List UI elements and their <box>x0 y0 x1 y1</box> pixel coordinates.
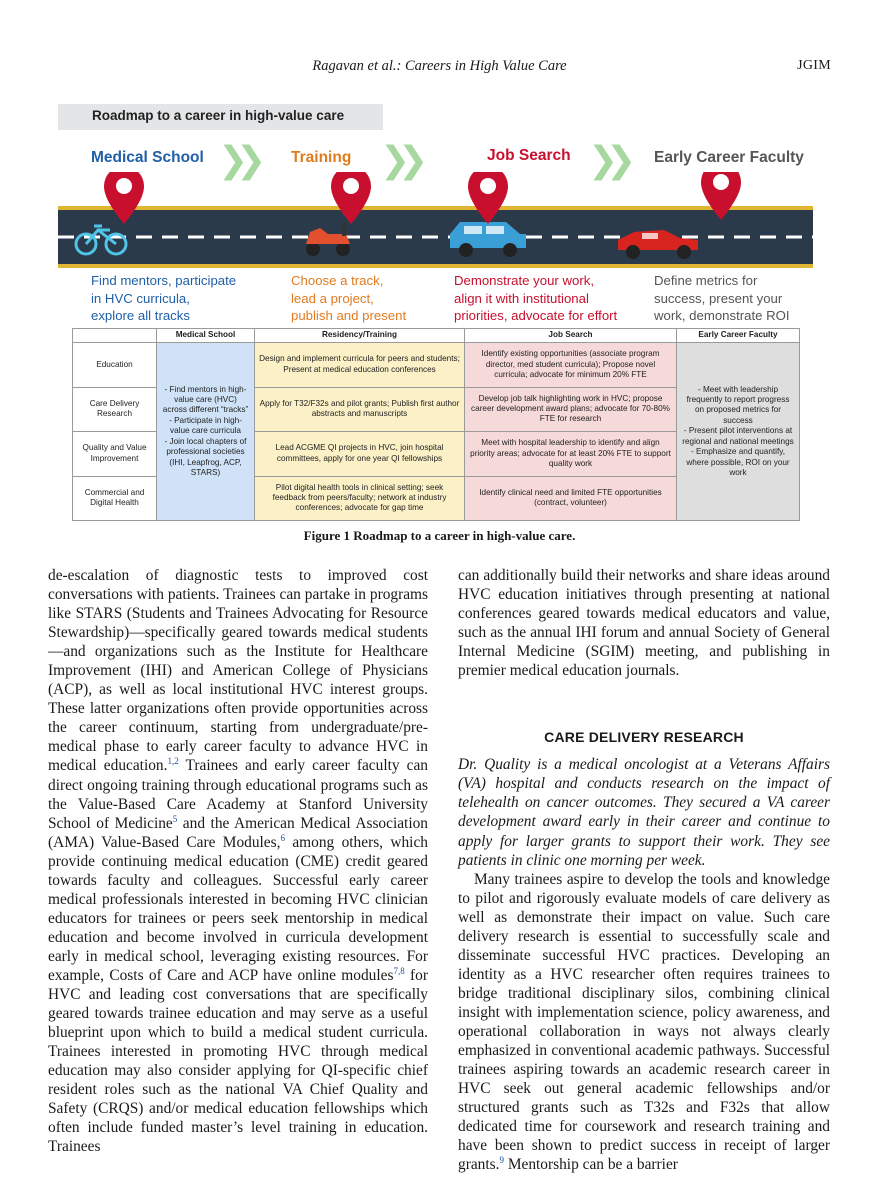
chevron-arrow-icon: ❯❯ <box>380 140 417 181</box>
table-header-cell: Residency/Training <box>255 329 465 343</box>
body-text: de-escalation of diagnostic tests to improved cost conversations with patients. Trainees can partake in programs like STARS (Students and Trainees Advocating for Resource Stewardship)—specifically geared towards medical students—and organizations such as the Institute for Healthcare Improvement (IHI) and American College of Physicians (ACP), as well as local institutional HVC interest groups. These latter organizations often provide opportunities across the career continuum, starting from undergraduate/pre-medical phase to early career faculty to advance HVC in medical education. <box>48 567 428 775</box>
figure-title-band <box>58 104 383 130</box>
medical-school-text: - Find mentors in high-value care (HVC) across different “tracks” - Participate in high-value care curricula - Join local chapters of professional societies (IHI, Leapfrog, ACP, STARS) <box>162 384 249 477</box>
body-paragraph: can additionally build their networks and share ideas around HVC education initiatives through presenting at national conferences geared towards medical educators and value, such as the annual IHI forum and annual Society of General Internal Medicine (SGIM) meeting, and publishing in premier medical education journals. <box>458 567 830 680</box>
citation-link[interactable]: 9 <box>499 1155 504 1166</box>
stage-description-training <box>291 272 406 325</box>
stage-description-job-search <box>454 272 617 325</box>
stage-job-search: Job Search <box>487 147 571 164</box>
running-header <box>48 58 831 82</box>
section-heading: CARE DELIVERY RESEARCH <box>544 729 744 746</box>
citation-link[interactable]: 5 <box>172 813 178 824</box>
job-search-cell: Meet with hospital leadership to identify and align priority areas; advocate for at least 20% FTE to support quality work <box>465 432 677 477</box>
road-illustration <box>58 172 813 272</box>
stage-early-career-faculty: Early Career Faculty <box>654 149 804 166</box>
journal-name: JGIM <box>797 58 831 73</box>
desc-line: Find mentors, participate <box>91 273 237 288</box>
residency-cell: Apply for T32/F32s and pilot grants; Publish first author abstracts and manuscripts <box>255 387 465 432</box>
chevron-arrow-icon: ❯❯ <box>218 140 255 181</box>
citation-link[interactable]: 1,2 <box>167 756 179 767</box>
row-label: Care Delivery Research <box>73 387 157 432</box>
early-career-cell <box>677 343 800 521</box>
body-text: among others, which provide continuing medical education (CME) credit geared towards faculty and colleagues. Successful early career medical professionals interested in becoming HVC clinician educators for trainees or peers seek mentorship in medical education and become involved in curricula development early in medical school, leveraging existing resources. For example, Costs of Care and ACP have online modules <box>48 833 428 984</box>
road-edge <box>58 264 813 268</box>
job-search-cell: Identify clinical need and limited FTE opportunities (contract, volunteer) <box>465 476 677 521</box>
stage-training: Training <box>291 149 352 166</box>
left-column <box>48 566 428 1156</box>
desc-line: in HVC curricula, <box>91 290 190 306</box>
residency-cell: Pilot digital health tools in clinical setting; seek feedback from peers/faculty; network at industry conferences; advocate for gap time <box>255 476 465 521</box>
figure-title: Roadmap to a career in high-value care <box>92 108 345 123</box>
desc-line: Demonstrate your work, <box>454 273 594 288</box>
road-edge <box>58 206 813 210</box>
figure-1 <box>58 102 813 522</box>
residency-cell: Design and implement curricula for peers and students; Present at medical education conferences <box>255 343 465 388</box>
table-header-cell: Medical School <box>157 329 255 343</box>
body-text: Many trainees aspire to develop the tools and knowledge to pilot and rigorously evaluate models of care delivery as well as demonstrate their impact on value. Such care delivery research is essential to successfully scale and disseminate successful HVC practices. Developing an identity as a HVC researcher often requires trainees to bridge traditional disciplinary silos, combining clinical insight with implementation science, policy awareness, and operational collaboration in ways not always clearly emphasized in conventional academic pathways. Successful trainees aspiring towards an academic research career in HVC seek out general academic fellowships and/or structured grants such as T32s and F32s that allow dedicated time for coursework and research training and have been shown to predict success in receipt of larger grants. <box>458 870 830 1174</box>
row-label: Commercial and Digital Health <box>73 476 157 521</box>
roadmap-table <box>72 328 800 521</box>
medical-school-cell <box>157 343 255 521</box>
desc-line: Define metrics for <box>654 273 758 288</box>
desc-line: publish and present <box>291 308 407 323</box>
desc-line: work, demonstrate ROI <box>654 308 790 323</box>
table-header-row <box>73 329 800 343</box>
case-vignette: Dr. Quality is a medical oncologist at a Veterans Affairs (VA) hospital and conducts research on the impact of telehealth on cancer outcomes. They secured a VA career development award early in their career and continue to apply for larger grants to support their work. They see patients in clinic one morning per week. <box>458 756 830 869</box>
table-header-cell: Job Search <box>465 329 677 343</box>
stage-description-early-career <box>654 272 790 325</box>
job-search-cell: Identify existing opportunities (associate program director, med student curricula); Propose novel curricula; advocate for minimum 20% FTE <box>465 343 677 388</box>
desc-line: Choose a track, <box>291 273 384 288</box>
desc-line: success, present your <box>654 290 783 306</box>
table-header-cell <box>73 329 157 343</box>
row-label: Quality and Value Improvement <box>73 432 157 477</box>
desc-line: align it with institutional <box>454 290 589 306</box>
desc-line: lead a project, <box>291 290 374 306</box>
right-column <box>458 566 830 1174</box>
running-title: Ragavan et al.: Careers in High Value Care <box>312 58 567 74</box>
desc-line: explore all tracks <box>91 308 190 323</box>
figure-caption: Figure 1 Roadmap to a career in high-value care. <box>303 528 576 543</box>
stage-medical-school: Medical School <box>91 149 204 166</box>
early-career-text: - Meet with leadership frequently to report progress on proposed metrics for success - Present pilot interventions at regional and national meetings - Emphasize and quantify, where possible, ROI on your work <box>682 384 794 477</box>
body-text: for HVC and leading cost conversations that are specifically geared towards trainee education and may serve as a useful blueprint upon which to build a medical student curricula. Trainees interested in promoting HVC through medical education may also consider applying for QI-specific chief resident roles such as the national VA Chief Quality and Safety (CRQS) and/or medical education fellowships which often include funded master’s level training in education. Trainees <box>48 966 429 1156</box>
table-row <box>73 343 800 388</box>
body-text: Trainees and early career faculty can direct ongoing training through educational programs such as the Value-Based Care Academy at Stanford University School of Medicine <box>48 757 429 832</box>
residency-cell: Lead ACGME QI projects in HVC, join hospital committees, apply for one year QI fellowships <box>255 432 465 477</box>
row-label: Education <box>73 343 157 388</box>
desc-line: priorities, advocate for effort <box>454 308 618 323</box>
stage-description-medical-school <box>91 272 236 325</box>
job-search-cell: Develop job talk highlighting work in HVC; propose career development award plans; advocate for 70-80% FTE for research <box>465 387 677 432</box>
body-paragraph <box>48 566 428 1156</box>
table-header-cell: Early Career Faculty <box>677 329 800 343</box>
citation-link[interactable]: 7,8 <box>393 965 405 976</box>
body-text: and the American Medical Association (AMA) Value-Based Care Modules, <box>48 814 429 851</box>
body-text: Mentorship can be a barrier <box>503 1156 678 1174</box>
chevron-arrow-icon: ❯❯ <box>588 140 625 181</box>
body-paragraph <box>458 870 830 1175</box>
citation-link[interactable]: 6 <box>280 832 285 843</box>
